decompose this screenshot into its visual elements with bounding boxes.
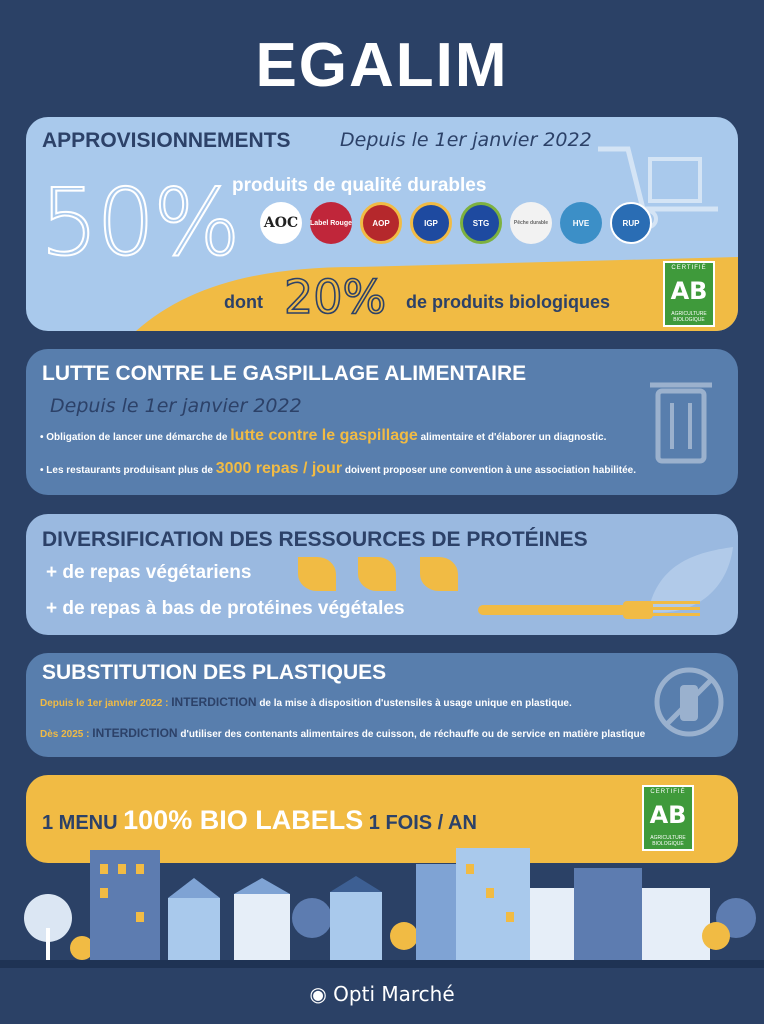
gaspillage-line-2: • Les restaurants produisant plus de 3000 repas / jour doivent proposer une convention à une association habilitée. (40, 460, 637, 477)
proteines-item-1: + de repas végétariens (46, 562, 252, 583)
stg-logo: STG (460, 202, 502, 244)
dont-label: dont (224, 292, 263, 312)
proteines-heading: DIVERSIFICATION DES RESSOURCES DE PROTÉINES (42, 528, 588, 551)
proteines-card (26, 514, 738, 635)
aoc-logo: AOC (260, 202, 302, 244)
ab-logo-menu: CERTIFIÉ AB AGRICULTURE BIOLOGIQUE (642, 785, 694, 851)
bio-label: de produits biologiques (406, 292, 610, 312)
no-plastic-bottle-icon (652, 665, 726, 739)
rup-logo: RUP (610, 202, 652, 244)
page-title: EGALIM (255, 31, 509, 100)
city-illustration (0, 848, 764, 968)
leaf-icon-3 (420, 557, 458, 591)
label-rouge-logo: Label Rouge (310, 202, 352, 244)
approvisionnements-heading: APPROVISIONNEMENTS (42, 129, 291, 152)
approvisionnements-card (26, 117, 738, 331)
percent-bio: 20% (284, 270, 387, 324)
plastiques-heading: SUBSTITUTION DES PLASTIQUES (42, 661, 387, 684)
plastiques-card (26, 653, 738, 757)
gaspillage-card (26, 349, 738, 495)
proteines-item-2: + de repas à bas de protéines végétales (46, 598, 405, 619)
percent-main: 50% (40, 169, 239, 276)
approvisionnements-since: Depuis le 1er janvier 2022 (340, 129, 592, 151)
peche-durable-logo: Pêche durable (510, 202, 552, 244)
gaspillage-line-1: • Obligation de lancer une démarche de lutte contre le gaspillage alimentaire et d'élaborer un diagnostic. (40, 427, 607, 444)
hve-logo: HVE (560, 202, 602, 244)
ab-logo: CERTIFIÉ AB AGRICULTURE BIOLOGIQUE (663, 261, 715, 327)
igp-logo: IGP (410, 202, 452, 244)
plastiques-line-2: Dès 2025 : INTERDICTION d'utiliser des contenants alimentaires de cuisson, de réchauffe ou de service en matière plastique (40, 726, 646, 740)
leaf-icon-2 (358, 557, 396, 591)
leaf-icon-1 (298, 557, 336, 591)
fork-icon (478, 596, 708, 626)
quality-label: produits de qualité durables (232, 175, 487, 196)
brand-mark-icon: ◉ (309, 982, 334, 1006)
trash-icon (646, 369, 716, 469)
menu-bio-line: 1 MENU 100% BIO LABELS 1 FOIS / AN (42, 805, 477, 835)
quality-labels-row (260, 202, 652, 244)
plastiques-line-1: Depuis le 1er janvier 2022 : INTERDICTION de la mise à disposition d'ustensiles à usage unique en plastique. (40, 695, 572, 709)
brand-logo: ◉ Opti Marché (309, 982, 455, 1006)
aop-logo: AOP (360, 202, 402, 244)
gaspillage-since: Depuis le 1er janvier 2022 (50, 395, 302, 417)
gaspillage-heading: LUTTE CONTRE LE GASPILLAGE ALIMENTAIRE (42, 362, 527, 385)
